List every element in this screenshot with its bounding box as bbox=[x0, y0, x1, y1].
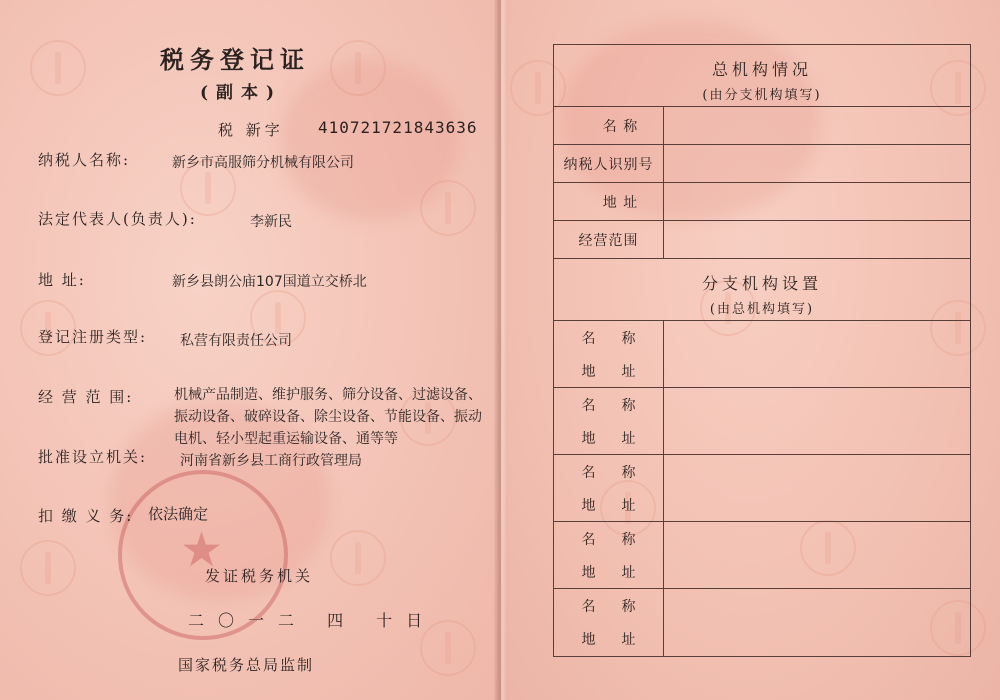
hq-row-label: 地 址 bbox=[554, 183, 664, 220]
branch-name-label: 名称 bbox=[581, 330, 662, 347]
tax-no-label: 税 新字 bbox=[218, 121, 284, 139]
branch-name-label: 名称 bbox=[581, 397, 662, 414]
certificate-title: 税务登记证 bbox=[160, 45, 310, 74]
taxpayer-name-label: 纳税人名称: bbox=[38, 151, 131, 169]
branch-name-label: 名称 bbox=[581, 598, 662, 615]
branch-addr-label: 地址 bbox=[581, 497, 662, 514]
hq-row-name bbox=[554, 107, 970, 145]
branch-row bbox=[554, 321, 970, 388]
certificate-subtitle: (副本) bbox=[200, 83, 283, 103]
hq-row-address bbox=[554, 183, 970, 221]
branch-addr-label: 地址 bbox=[581, 363, 662, 380]
hq-header bbox=[554, 45, 970, 107]
hq-row-value bbox=[664, 107, 970, 144]
hq-row-label: 经营范围 bbox=[554, 221, 664, 258]
scope-label: 经 营 范 围: bbox=[38, 388, 134, 406]
withholding-label: 扣 缴 义 务: bbox=[38, 507, 134, 525]
branch-addr-label: 地址 bbox=[581, 632, 662, 649]
branch-name-label: 名称 bbox=[581, 531, 662, 548]
address: 新乡县朗公庙107国道立交桥北 bbox=[172, 274, 367, 290]
hq-title: 总机构情况 bbox=[711, 60, 812, 79]
approval-label: 批准设立机关: bbox=[38, 448, 148, 466]
legal-rep: 李新民 bbox=[250, 214, 292, 230]
branch-row bbox=[554, 455, 970, 522]
hq-row-label: 纳税人识别号 bbox=[554, 145, 664, 182]
business-scope: 机械产品制造、维护服务、筛分设备、过滤设备、振动设备、破碎设备、除尘设备、节能设备、振动电机、轻小型起重运输设备、通等等 bbox=[174, 387, 482, 447]
hq-row-scope bbox=[554, 221, 970, 259]
book-fold bbox=[494, 0, 508, 700]
issuing-authority: 发证税务机关 bbox=[205, 567, 314, 585]
withholding: 依法确定 bbox=[148, 505, 209, 523]
hq-row-value bbox=[664, 221, 970, 258]
hq-row-value bbox=[664, 183, 970, 220]
branch-addr-label: 地址 bbox=[581, 564, 662, 581]
branch-row bbox=[554, 589, 970, 656]
branch-title: 分支机构设置 bbox=[701, 274, 822, 293]
branch-name-label: 名称 bbox=[581, 464, 662, 481]
issue-date: 二〇一二 四 十日 bbox=[188, 611, 437, 630]
branch-info-table bbox=[553, 44, 971, 657]
reg-type-label: 登记注册类型: bbox=[38, 328, 148, 346]
tax-number: 410721721843636 bbox=[318, 118, 478, 137]
legal-rep-label: 法定代表人(负责人): bbox=[38, 210, 197, 228]
taxpayer-name: 新乡市高服筛分机械有限公司 bbox=[172, 155, 354, 171]
branch-subtitle: (由总机构填写) bbox=[709, 302, 815, 317]
hq-row-label: 名 称 bbox=[554, 107, 664, 144]
hq-row-value bbox=[664, 145, 970, 182]
reg-type: 私营有限责任公司 bbox=[180, 333, 292, 349]
official-seal: ★ bbox=[118, 470, 288, 640]
branch-row bbox=[554, 522, 970, 589]
hq-row-taxid bbox=[554, 145, 970, 183]
branch-addr-label: 地址 bbox=[581, 430, 662, 447]
approval-authority: 河南省新乡县工商行政管理局 bbox=[180, 453, 362, 469]
branch-row bbox=[554, 388, 970, 455]
branch-header bbox=[554, 259, 970, 321]
supervision-note: 国家税务总局监制 bbox=[178, 656, 315, 674]
hq-subtitle: (由分支机构填写) bbox=[702, 88, 822, 103]
address-label: 地 址: bbox=[38, 271, 86, 289]
